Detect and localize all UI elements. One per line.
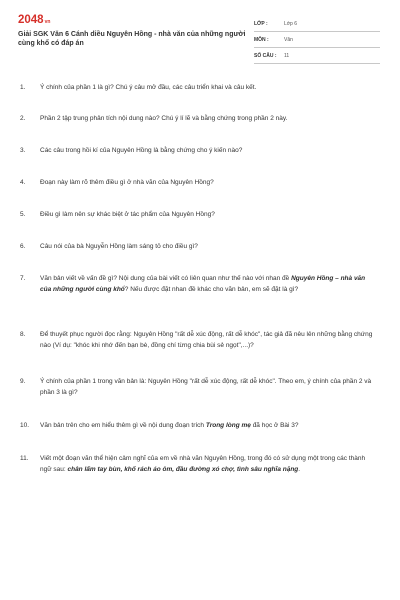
document-header [14,14,386,58]
question-number: 9. [20,378,26,385]
question-item [20,273,380,295]
meta-key: LỚP : [254,20,268,27]
question-number: 2. [20,115,26,122]
question-item [20,113,380,124]
question-item [20,177,380,188]
brand-suffix: vn [44,19,51,25]
question-number: 5. [20,211,26,218]
question-text: Điều gì làm nên sự khác biệt ở tác phẩm của Nguyên Hồng? [40,211,215,218]
meta-value: 11 [284,52,290,59]
brand-name: 2048 [18,14,44,26]
meta-row-count [254,48,380,64]
meta-table [254,16,380,64]
meta-row-class [254,16,380,32]
document-title: Giải SGK Văn 6 Cánh diều Nguyên Hồng - nhà văn của những người cùng khổ có đáp án [18,31,246,47]
meta-key: SỐ CÂU : [254,52,277,59]
question-text: Các câu trong hồi kí của Nguyên Hồng là bằng chứng cho ý kiến nào? [40,147,243,154]
question-item [20,376,380,398]
question-item [20,420,380,431]
idioms-emphasis: chân lấm tay bùn, khố rách áo ôm, đầu đường xó chợ, tình sâu nghĩa nặng [67,466,299,473]
question-number: 4. [20,179,26,186]
question-text-part: Viết một đoạn văn thể hiện cảm nghĩ của em về nhà văn Nguyên Hồng, trong đó có sử dụng một trong các thành ngữ sau: [40,455,366,473]
meta-row-subject [254,32,380,48]
excerpt-title-emphasis: Trong lòng mẹ [205,422,251,429]
article-title-emphasis: Nguyên Hồng – nhà văn của những người cùng khổ [40,275,366,293]
meta-value: Văn [284,36,293,43]
question-item [20,82,380,93]
question-text-part: Văn bản trên cho em hiểu thêm gì về nội dung đoạn trích [40,422,206,429]
question-text [40,453,378,475]
question-number: 11. [20,455,29,462]
question-number: 6. [20,243,26,250]
question-text [40,420,378,431]
question-text: Câu nói của bà Nguyễn Hồng làm sáng tỏ cho điều gì? [40,243,198,250]
question-item [20,329,380,351]
question-text-part: đã học ở Bài 3? [250,422,299,429]
question-item [20,145,380,156]
question-number: 10. [20,422,30,429]
question-text: Để thuyết phục người đọc rằng: Nguyên Hồng "rất dễ xúc động, rất dễ khóc", tác giả đã nêu lên những bằng chứng nào (Ví dụ: "khóc khi nhớ đến bạn bè, đồng chí từng chia bùi sẻ ngọt",...)? [40,331,373,349]
question-text [40,273,378,295]
question-text-part: . [298,466,301,473]
question-number: 7. [20,275,26,282]
question-text-part: Văn bản viết về vấn đề gì? Nội dung của bài viết có liên quan như thế nào với nhan đề [40,275,292,282]
question-text: Ý chính của phần 1 trong văn bản là: Nguyên Hồng "rất dễ xúc động, rất dễ khóc". Theo em, ý chính của phần 2 và phần 3 là gì? [40,378,372,396]
meta-value: Lớp 6 [284,20,298,27]
question-text: Đoạn này làm rõ thêm điều gì ở nhà văn của Nguyên Hồng? [40,179,214,186]
question-number: 1. [20,84,26,91]
question-text-part: ? Nếu được đặt nhan đề khác cho văn bản, em sẽ đặt là gì? [124,286,299,293]
question-item [20,453,380,475]
question-text: Ý chính của phần 1 là gì? Chú ý câu mở đầu, các câu triển khai và câu kết. [40,84,257,91]
question-item [20,241,380,252]
question-text: Phần 2 tập trung phân tích nội dung nào? Chú ý lí lẽ và bằng chứng trong phần 2 này. [40,115,288,122]
question-number: 8. [20,331,26,338]
question-number: 3. [20,147,26,154]
question-item [20,209,380,220]
brand-logo[interactable] [18,14,50,26]
meta-key: MÔN : [254,36,269,43]
